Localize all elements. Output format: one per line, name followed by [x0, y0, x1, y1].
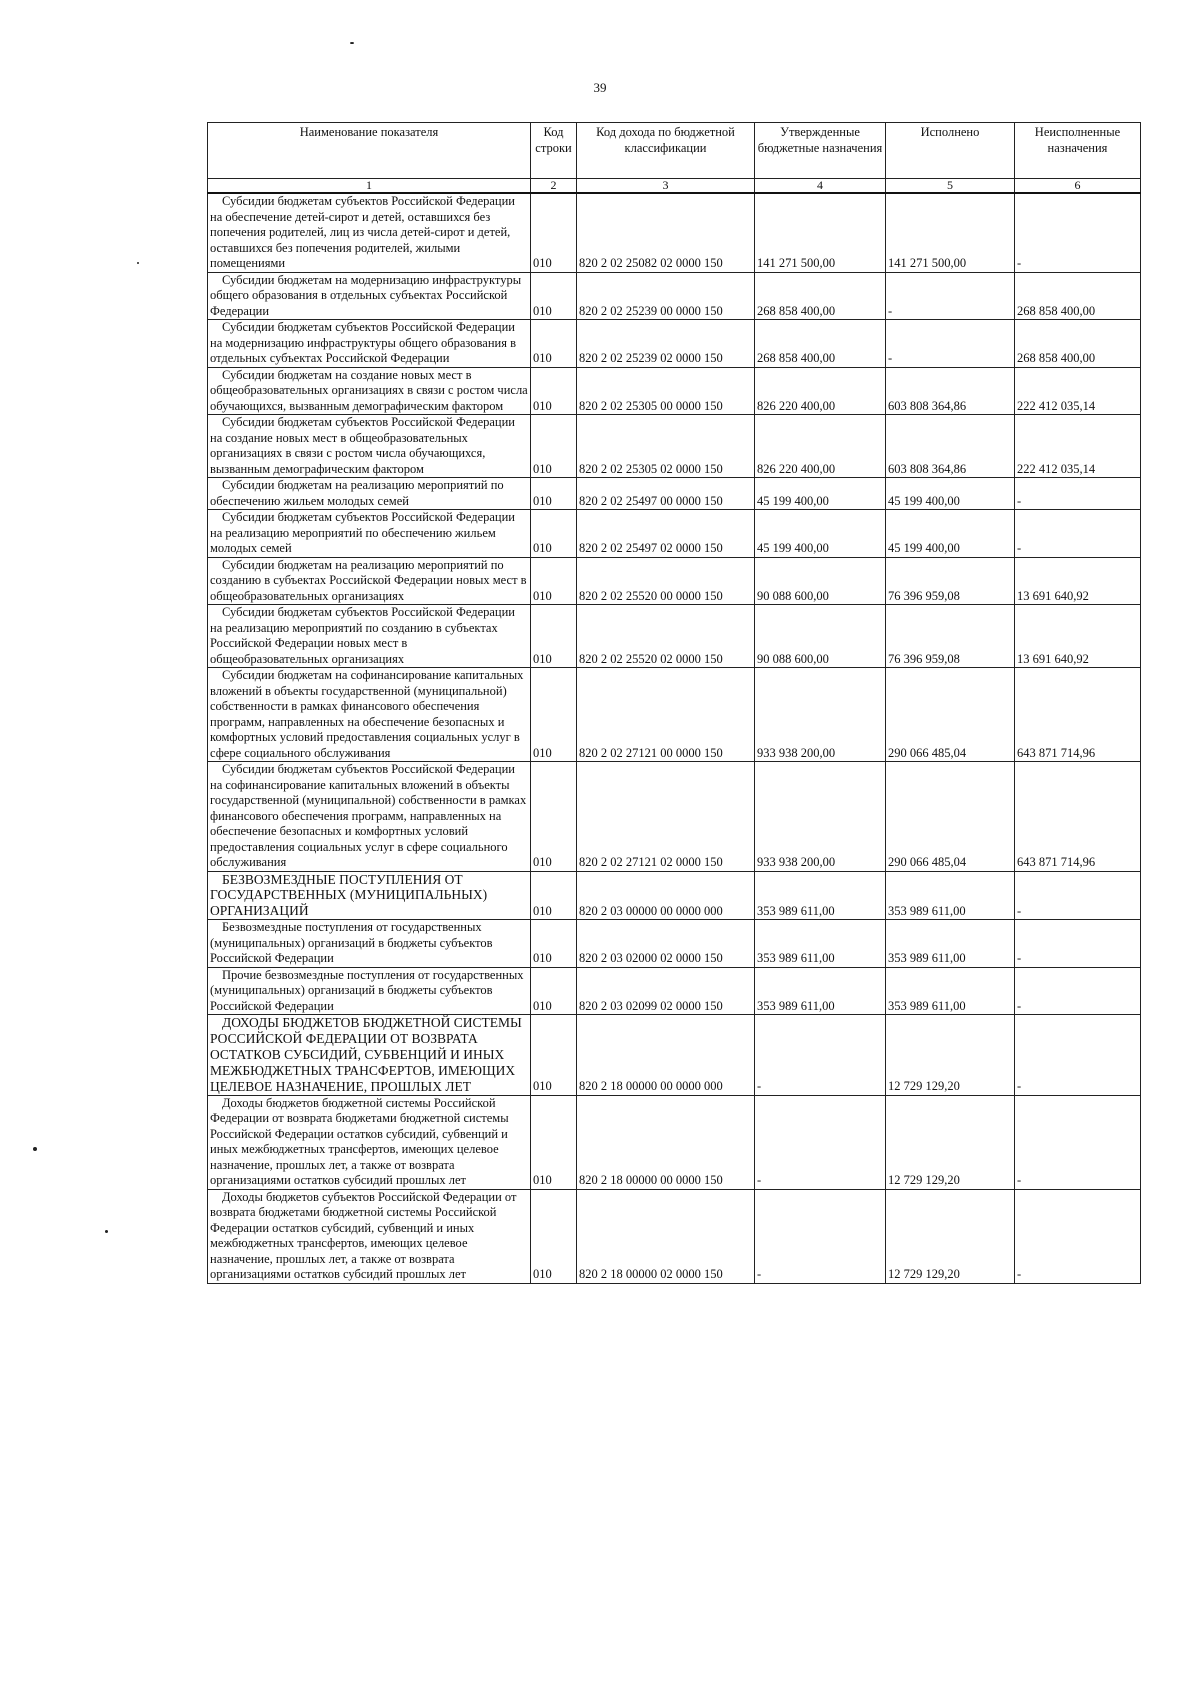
row-unexecuted-amount: 222 412 035,14	[1015, 415, 1141, 478]
table-row	[208, 920, 1141, 968]
table-row	[208, 557, 1141, 605]
table-row	[208, 967, 1141, 1015]
row-line-code: 010	[531, 605, 577, 668]
row-unexecuted-amount: 268 858 400,00	[1015, 320, 1141, 368]
row-income-code: 820 2 02 25305 00 0000 150	[577, 367, 755, 415]
column-number-row	[208, 179, 1141, 194]
column-number: 4	[755, 179, 886, 194]
row-approved-amount: 45 199 400,00	[755, 478, 886, 510]
row-line-code: 010	[531, 415, 577, 478]
table-row	[208, 605, 1141, 668]
column-number: 6	[1015, 179, 1141, 194]
row-name: Субсидии бюджетам на софинансирование капитальных вложений в объекты государственной (муниципальной) собственности в рамках финансового обеспечения программ, направленных на обеспечение безопасных и комфортных условий предоставления социальных услуг в сфере социального обслуживания	[208, 668, 531, 762]
row-approved-amount: 933 938 200,00	[755, 668, 886, 762]
row-line-code: 010	[531, 920, 577, 968]
header-indicator-name: Наименование показателя	[208, 123, 531, 179]
table-row	[208, 320, 1141, 368]
row-name: Безвозмездные поступления от государственных (муниципальных) организаций в бюджеты субъектов Российской Федерации	[208, 920, 531, 968]
row-approved-amount: 353 989 611,00	[755, 920, 886, 968]
row-executed-amount: 353 989 611,00	[886, 871, 1015, 920]
row-unexecuted-amount: -	[1015, 871, 1141, 920]
row-approved-amount: 826 220 400,00	[755, 415, 886, 478]
row-approved-amount: 826 220 400,00	[755, 367, 886, 415]
row-line-code: 010	[531, 193, 577, 272]
row-unexecuted-amount: -	[1015, 1015, 1141, 1096]
row-income-code: 820 2 02 25497 02 0000 150	[577, 510, 755, 558]
row-income-code: 820 2 02 25239 02 0000 150	[577, 320, 755, 368]
row-executed-amount: 45 199 400,00	[886, 478, 1015, 510]
row-name: Субсидии бюджетам субъектов Российской Федерации на реализацию мероприятий по созданию в субъектах Российской Федерации новых мест в общеобразовательных организациях	[208, 605, 531, 668]
table-row	[208, 478, 1141, 510]
row-approved-amount: 268 858 400,00	[755, 272, 886, 320]
header-line-code: Код строки	[531, 123, 577, 179]
column-number: 1	[208, 179, 531, 194]
header-row	[208, 123, 1141, 179]
row-income-code: 820 2 02 25520 00 0000 150	[577, 557, 755, 605]
row-unexecuted-amount: 643 871 714,96	[1015, 762, 1141, 872]
row-executed-amount: 353 989 611,00	[886, 967, 1015, 1015]
row-approved-amount: -	[755, 1095, 886, 1189]
row-unexecuted-amount: -	[1015, 193, 1141, 272]
row-name: Субсидии бюджетам на модернизацию инфраструктуры общего образования в отдельных субъектах Российской Федерации	[208, 272, 531, 320]
row-executed-amount: 76 396 959,08	[886, 605, 1015, 668]
row-executed-amount: 12 729 129,20	[886, 1015, 1015, 1096]
row-executed-amount: -	[886, 320, 1015, 368]
row-name: Субсидии бюджетам на создание новых мест в общеобразовательных организациях в связи с ростом числа обучающихся, вызванным демографическим фактором	[208, 367, 531, 415]
row-line-code: 010	[531, 668, 577, 762]
table-row	[208, 510, 1141, 558]
row-name: Доходы бюджетов бюджетной системы Российской Федерации от возврата бюджетами бюджетной системы Российской Федерации остатков субсидий, субвенций и иных межбюджетных трансфертов, имеющих целевое назначение, прошлых лет, а также от возврата организациями остатков субсидий прошлых лет	[208, 1095, 531, 1189]
row-unexecuted-amount: -	[1015, 1189, 1141, 1283]
row-income-code: 820 2 02 27121 00 0000 150	[577, 668, 755, 762]
row-line-code: 010	[531, 272, 577, 320]
row-unexecuted-amount: 13 691 640,92	[1015, 557, 1141, 605]
row-approved-amount: 353 989 611,00	[755, 967, 886, 1015]
row-line-code: 010	[531, 1015, 577, 1096]
row-approved-amount: 141 271 500,00	[755, 193, 886, 272]
row-name: Субсидии бюджетам субъектов Российской Федерации на софинансирование капитальных вложений в объекты государственной (муниципальной) собственности в рамках финансового обеспечения программ, направленных на обеспечение безопасных и комфортных условий предоставления социальных услуг в сфере социального обслуживания	[208, 762, 531, 872]
row-approved-amount: 45 199 400,00	[755, 510, 886, 558]
row-line-code: 010	[531, 762, 577, 872]
row-name: Субсидии бюджетам на реализацию мероприятий по созданию в субъектах Российской Федерации новых мест в общеобразовательных организациях	[208, 557, 531, 605]
row-income-code: 820 2 02 25305 02 0000 150	[577, 415, 755, 478]
row-executed-amount: 45 199 400,00	[886, 510, 1015, 558]
table-row	[208, 1015, 1141, 1096]
row-line-code: 010	[531, 1189, 577, 1283]
row-approved-amount: -	[755, 1015, 886, 1096]
row-income-code: 820 2 18 00000 00 0000 000	[577, 1015, 755, 1096]
row-income-code: 820 2 02 25520 02 0000 150	[577, 605, 755, 668]
header-executed: Исполнено	[886, 123, 1015, 179]
row-approved-amount: 353 989 611,00	[755, 871, 886, 920]
row-name: БЕЗВОЗМЕЗДНЫЕ ПОСТУПЛЕНИЯ ОТ ГОСУДАРСТВЕННЫХ (МУНИЦИПАЛЬНЫХ) ОРГАНИЗАЦИЙ	[208, 871, 531, 920]
row-executed-amount: 12 729 129,20	[886, 1189, 1015, 1283]
row-income-code: 820 2 18 00000 00 0000 150	[577, 1095, 755, 1189]
budget-report-table	[207, 122, 1141, 1284]
row-unexecuted-amount: -	[1015, 1095, 1141, 1189]
row-approved-amount: -	[755, 1189, 886, 1283]
table-row	[208, 367, 1141, 415]
row-line-code: 010	[531, 478, 577, 510]
row-name: Субсидии бюджетам на реализацию мероприятий по обеспечению жильем молодых семей	[208, 478, 531, 510]
table-row	[208, 668, 1141, 762]
row-line-code: 010	[531, 320, 577, 368]
row-income-code: 820 2 03 00000 00 0000 000	[577, 871, 755, 920]
row-unexecuted-amount: 222 412 035,14	[1015, 367, 1141, 415]
column-number: 2	[531, 179, 577, 194]
row-income-code: 820 2 03 02099 02 0000 150	[577, 967, 755, 1015]
row-executed-amount: 353 989 611,00	[886, 920, 1015, 968]
row-unexecuted-amount: -	[1015, 967, 1141, 1015]
column-number: 5	[886, 179, 1015, 194]
row-name: Субсидии бюджетам субъектов Российской Федерации на реализацию мероприятий по обеспечению жильем молодых семей	[208, 510, 531, 558]
scan-speck	[137, 262, 139, 264]
row-executed-amount: 290 066 485,04	[886, 762, 1015, 872]
row-unexecuted-amount: -	[1015, 478, 1141, 510]
row-name: ДОХОДЫ БЮДЖЕТОВ БЮДЖЕТНОЙ СИСТЕМЫ РОССИЙСКОЙ ФЕДЕРАЦИИ ОТ ВОЗВРАТА ОСТАТКОВ СУБСИДИЙ, СУБВЕНЦИЙ И ИНЫХ МЕЖБЮДЖЕТНЫХ ТРАНСФЕРТОВ, ИМЕЮЩИХ ЦЕЛЕВОЕ НАЗНАЧЕНИЕ, ПРОШЛЫХ ЛЕТ	[208, 1015, 531, 1096]
row-income-code: 820 2 02 27121 02 0000 150	[577, 762, 755, 872]
table-row	[208, 1095, 1141, 1189]
row-line-code: 010	[531, 367, 577, 415]
column-number: 3	[577, 179, 755, 194]
row-line-code: 010	[531, 557, 577, 605]
header-approved: Утвержденные бюджетные назначения	[755, 123, 886, 179]
row-unexecuted-amount: 13 691 640,92	[1015, 605, 1141, 668]
row-name: Доходы бюджетов субъектов Российской Федерации от возврата бюджетами бюджетной системы Российской Федерации остатков субсидий, субвенций и иных межбюджетных трансфертов, имеющих целевое назначение, прошлых лет, а также от возврата организациями остатков субсидий прошлых лет	[208, 1189, 531, 1283]
row-unexecuted-amount: 268 858 400,00	[1015, 272, 1141, 320]
row-executed-amount: 76 396 959,08	[886, 557, 1015, 605]
row-approved-amount: 90 088 600,00	[755, 605, 886, 668]
row-line-code: 010	[531, 510, 577, 558]
row-executed-amount: 141 271 500,00	[886, 193, 1015, 272]
table-row	[208, 272, 1141, 320]
row-income-code: 820 2 02 25239 00 0000 150	[577, 272, 755, 320]
row-executed-amount: 12 729 129,20	[886, 1095, 1015, 1189]
table-body	[208, 193, 1141, 1283]
row-income-code: 820 2 02 25082 02 0000 150	[577, 193, 755, 272]
row-approved-amount: 268 858 400,00	[755, 320, 886, 368]
row-executed-amount: 290 066 485,04	[886, 668, 1015, 762]
row-line-code: 010	[531, 967, 577, 1015]
table-row	[208, 193, 1141, 272]
row-line-code: 010	[531, 1095, 577, 1189]
row-unexecuted-amount: -	[1015, 510, 1141, 558]
table-row	[208, 1189, 1141, 1283]
row-unexecuted-amount: 643 871 714,96	[1015, 668, 1141, 762]
header-income-code: Код дохода по бюджетной классификации	[577, 123, 755, 179]
table-row	[208, 871, 1141, 920]
scan-speck	[105, 1230, 108, 1233]
row-name: Прочие безвозмездные поступления от государственных (муниципальных) организаций в бюджеты субъектов Российской Федерации	[208, 967, 531, 1015]
row-approved-amount: 90 088 600,00	[755, 557, 886, 605]
scan-speck	[33, 1147, 37, 1151]
scan-speck	[350, 42, 354, 44]
row-executed-amount: 603 808 364,86	[886, 367, 1015, 415]
row-name: Субсидии бюджетам субъектов Российской Федерации на создание новых мест в общеобразовательных организациях в связи с ростом числа обучающихся, вызванным демографическим фактором	[208, 415, 531, 478]
row-approved-amount: 933 938 200,00	[755, 762, 886, 872]
row-name: Субсидии бюджетам субъектов Российской Федерации на обеспечение детей-сирот и детей, оставшихся без попечения родителей, лиц из числа детей-сирот и детей, оставшихся без попечения родителей, жилыми помещениями	[208, 193, 531, 272]
header-unexecuted: Неисполненные назначения	[1015, 123, 1141, 179]
row-executed-amount: -	[886, 272, 1015, 320]
row-executed-amount: 603 808 364,86	[886, 415, 1015, 478]
table-row	[208, 762, 1141, 872]
row-income-code: 820 2 03 02000 02 0000 150	[577, 920, 755, 968]
table-row	[208, 415, 1141, 478]
row-unexecuted-amount: -	[1015, 920, 1141, 968]
row-line-code: 010	[531, 871, 577, 920]
page-number: 39	[593, 80, 607, 95]
row-income-code: 820 2 18 00000 02 0000 150	[577, 1189, 755, 1283]
row-name: Субсидии бюджетам субъектов Российской Федерации на модернизацию инфраструктуры общего образования в отдельных субъектах Российской Федерации	[208, 320, 531, 368]
row-income-code: 820 2 02 25497 00 0000 150	[577, 478, 755, 510]
